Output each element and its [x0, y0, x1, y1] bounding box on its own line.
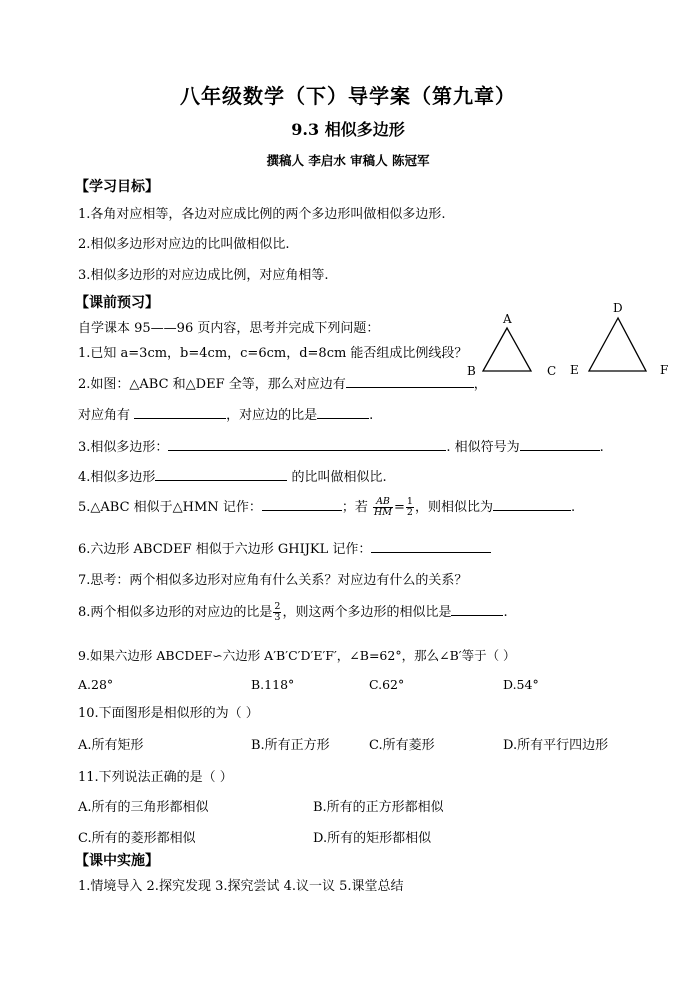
- preview-intro: 自学课本 95——96 页内容，思考并完成下列问题：: [78, 321, 380, 336]
- q9-option-a[interactable]: A.28°: [78, 677, 114, 692]
- page-title: 八年级数学（下）导学案（第九章）: [180, 84, 516, 108]
- answer-blank[interactable]: [371, 540, 491, 553]
- q10-option-b[interactable]: B.所有正方形: [251, 738, 330, 753]
- answer-blank[interactable]: [134, 406, 226, 419]
- answer-blank[interactable]: [346, 375, 474, 388]
- fraction-two-thirds: $\frac{2}{3}$: [274, 601, 281, 623]
- question-2-continued: 对应角有 ，对应边的比是 .: [78, 408, 374, 423]
- q9-option-c[interactable]: C.62°: [369, 677, 405, 692]
- section-implementation: 【课中实施】: [75, 853, 159, 869]
- question-8: 8.两个相似多边形的对应边的比是 $\frac{2}{3}$ ，则这两个多边形的相似比是 .: [78, 601, 508, 623]
- goal-item: 3.相似多边形的对应边成比例，对应角相等.: [78, 268, 329, 283]
- vertex-e-label: E: [570, 363, 579, 377]
- question-7: 7.思考：两个相似多边形对应角有什么关系？对应边有什么的关系？: [78, 573, 468, 588]
- answer-blank[interactable]: [168, 438, 446, 451]
- triangles-figure: [458, 298, 688, 388]
- q10-option-a[interactable]: A.所有矩形: [78, 738, 144, 753]
- section-preview: 【课前预习】: [75, 295, 159, 311]
- answer-blank[interactable]: [493, 498, 571, 511]
- lesson-steps: 1.情境导入 2.探究发现 3.探究尝试 4.议一议 5.课堂总结: [78, 879, 404, 894]
- question-5: 5.△ABC 相似于△HMN 记作： ；若 $\frac{AB}{HM}$ = $\frac{1}{2}$ ，则相似比为 .: [78, 496, 576, 518]
- answer-blank[interactable]: [451, 603, 503, 616]
- goal-item: 1.各角对应相等，各边对应成比例的两个多边形叫做相似多边形.: [78, 207, 446, 222]
- q11-option-d[interactable]: D.所有的矩形都相似: [313, 831, 432, 846]
- triangle-abc: [483, 328, 531, 371]
- answer-blank[interactable]: [520, 438, 600, 451]
- q11-option-a[interactable]: A.所有的三角形都相似: [78, 800, 209, 815]
- vertex-d-label: D: [613, 301, 623, 315]
- fraction-one-half: $\frac{1}{2}$: [406, 496, 413, 518]
- q9-option-d[interactable]: D.54°: [503, 677, 539, 692]
- question-1: 1.已知 a=3cm，b=4cm，c=6cm，d=8cm 能否组成比例线段？: [78, 346, 468, 361]
- authors-line: 撰稿人 李启水 审稿人 陈冠军: [266, 153, 430, 168]
- question-11: 11.下列说法正确的是（ ）: [78, 770, 233, 785]
- vertex-b-label: B: [467, 364, 476, 378]
- triangle-def: [589, 318, 646, 371]
- question-10: 10.下面图形是相似形的为（ ）: [78, 706, 259, 721]
- goal-item: 2.相似多边形对应边的比叫做相似比.: [78, 237, 290, 252]
- q11-option-b[interactable]: B.所有的正方形都相似: [313, 800, 444, 815]
- vertex-c-label: C: [547, 364, 557, 378]
- answer-blank[interactable]: [155, 468, 287, 481]
- vertex-f-label: F: [660, 363, 669, 377]
- q9-option-b[interactable]: B.118°: [251, 677, 295, 692]
- q11-option-c[interactable]: C.所有的菱形都相似: [78, 831, 196, 846]
- question-6: 6.六边形 ABCDEF 相似于六边形 GHIJKL 记作：: [78, 538, 491, 557]
- vertex-a-label: A: [503, 312, 512, 326]
- section-learning-goals: 【学习目标】: [75, 179, 159, 195]
- question-3: 3.相似多边形： . 相似符号为 .: [78, 440, 604, 455]
- q10-option-d[interactable]: D.所有平行四边形: [503, 738, 609, 753]
- answer-blank[interactable]: [317, 406, 369, 419]
- answer-blank[interactable]: [262, 498, 342, 511]
- question-4: 4.相似多边形 的比叫做相似比.: [78, 470, 387, 485]
- page-subtitle: 9.3 相似多边形: [291, 120, 405, 139]
- fraction-ab-hm: $\frac{AB}{HM}$: [373, 496, 392, 518]
- question-9: 9.如果六边形 ABCDEF∽六边形 A′B′C′D′E′F′，∠B=62°，那么∠B′等于（ ）: [78, 648, 516, 663]
- q10-option-c[interactable]: C.所有菱形: [369, 738, 435, 753]
- question-2: 2.如图：△ABC 和△DEF 全等，那么对应边有 ，: [78, 377, 487, 392]
